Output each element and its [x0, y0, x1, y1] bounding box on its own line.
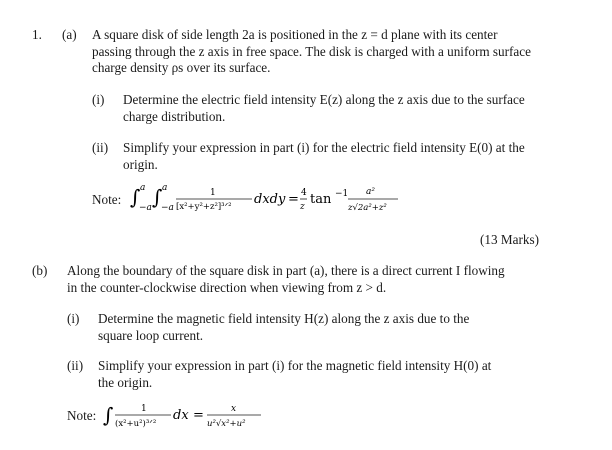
- part-b-ii-text: [98, 358, 568, 391]
- part-b-intro: [67, 263, 597, 296]
- svg-text:∫: ∫: [103, 403, 114, 427]
- svg-text:a: a: [140, 183, 146, 193]
- svg-text:=: =: [288, 192, 299, 207]
- part-b-label: (b): [32, 263, 48, 278]
- part-b-ii-line-2: the origin.: [98, 374, 153, 390]
- svg-text:4: 4: [301, 188, 307, 198]
- question-number: 1.: [32, 27, 42, 42]
- svg-text:tan: tan: [310, 192, 332, 207]
- part-a-ii-text: [123, 140, 593, 173]
- part-a-i-text: [123, 92, 593, 125]
- svg-text:−1: −1: [335, 189, 349, 199]
- svg-text:z√2a²+z²: z√2a²+z²: [348, 203, 387, 213]
- svg-text:−a: −a: [139, 203, 152, 213]
- part-a-label: (a): [62, 27, 77, 42]
- part-a-i-line-2: charge distribution.: [123, 108, 226, 124]
- part-a-intro-line-2: passing through the z axis in free space. The disk is charged with a uniform surface: [92, 43, 531, 59]
- part-a-marks: (13 Marks): [480, 232, 539, 247]
- svg-text:dx: dx: [173, 408, 189, 423]
- part-a-intro-line-1: A square disk of side length 2a is positioned in the z = d plane with its center: [92, 27, 498, 42]
- part-b-intro-line-2: in the counter-clockwise direction when viewing from z > d.: [67, 279, 387, 295]
- part-a-ii-line-2: origin.: [123, 156, 158, 172]
- svg-text:u²√x²+u²: u²√x²+u²: [207, 419, 246, 429]
- svg-text:1: 1: [210, 188, 216, 198]
- part-b-note-formula: [103, 396, 273, 438]
- part-b-i-line-1: Determine the magnetic field intensity H(z) along the z axis due to the: [98, 311, 470, 326]
- svg-text:∫: ∫: [130, 185, 141, 209]
- svg-text:dxdy: dxdy: [254, 192, 286, 207]
- svg-text:a²: a²: [366, 187, 375, 197]
- part-b-intro-line-1: Along the boundary of the square disk in part (a), there is a direct current I flowing: [67, 263, 505, 278]
- part-a-intro-line-3: charge density ρs over its surface.: [92, 60, 271, 75]
- svg-text:−a: −a: [161, 203, 174, 213]
- part-b-i-line-2: square loop current.: [98, 327, 204, 343]
- part-a-ii-line-1: Simplify your expression in part (i) for the electric field intensity E(0) at the: [123, 140, 525, 155]
- part-b-i-text: [98, 311, 568, 344]
- svg-text:a: a: [162, 183, 168, 193]
- svg-text:∫: ∫: [152, 185, 163, 209]
- svg-text:(x²+u²)³ᐟ²: (x²+u²)³ᐟ²: [115, 419, 157, 429]
- part-b-ii-label: (ii): [67, 358, 84, 373]
- part-b-i-label: (i): [67, 311, 80, 326]
- svg-text:x: x: [231, 404, 237, 414]
- part-a-i-label: (i): [92, 92, 105, 107]
- part-a-ii-label: (ii): [92, 140, 109, 155]
- svg-text:z: z: [300, 202, 305, 212]
- svg-text:[x²+y²+z²]³ᐟ²: [x²+y²+z²]³ᐟ²: [176, 202, 232, 212]
- part-a-i-line-1: Determine the electric field intensity E(z) along the z axis due to the surface: [123, 92, 525, 107]
- svg-text:=: =: [193, 408, 204, 423]
- part-a-note-formula: [130, 178, 420, 220]
- part-a-intro: [92, 27, 592, 77]
- svg-text:1: 1: [141, 404, 147, 414]
- part-b-note-label: Note:: [67, 408, 97, 423]
- part-a-note-label: Note:: [92, 192, 122, 207]
- part-b-ii-line-1: Simplify your expression in part (i) for the magnetic field intensity H(0) at: [98, 358, 492, 373]
